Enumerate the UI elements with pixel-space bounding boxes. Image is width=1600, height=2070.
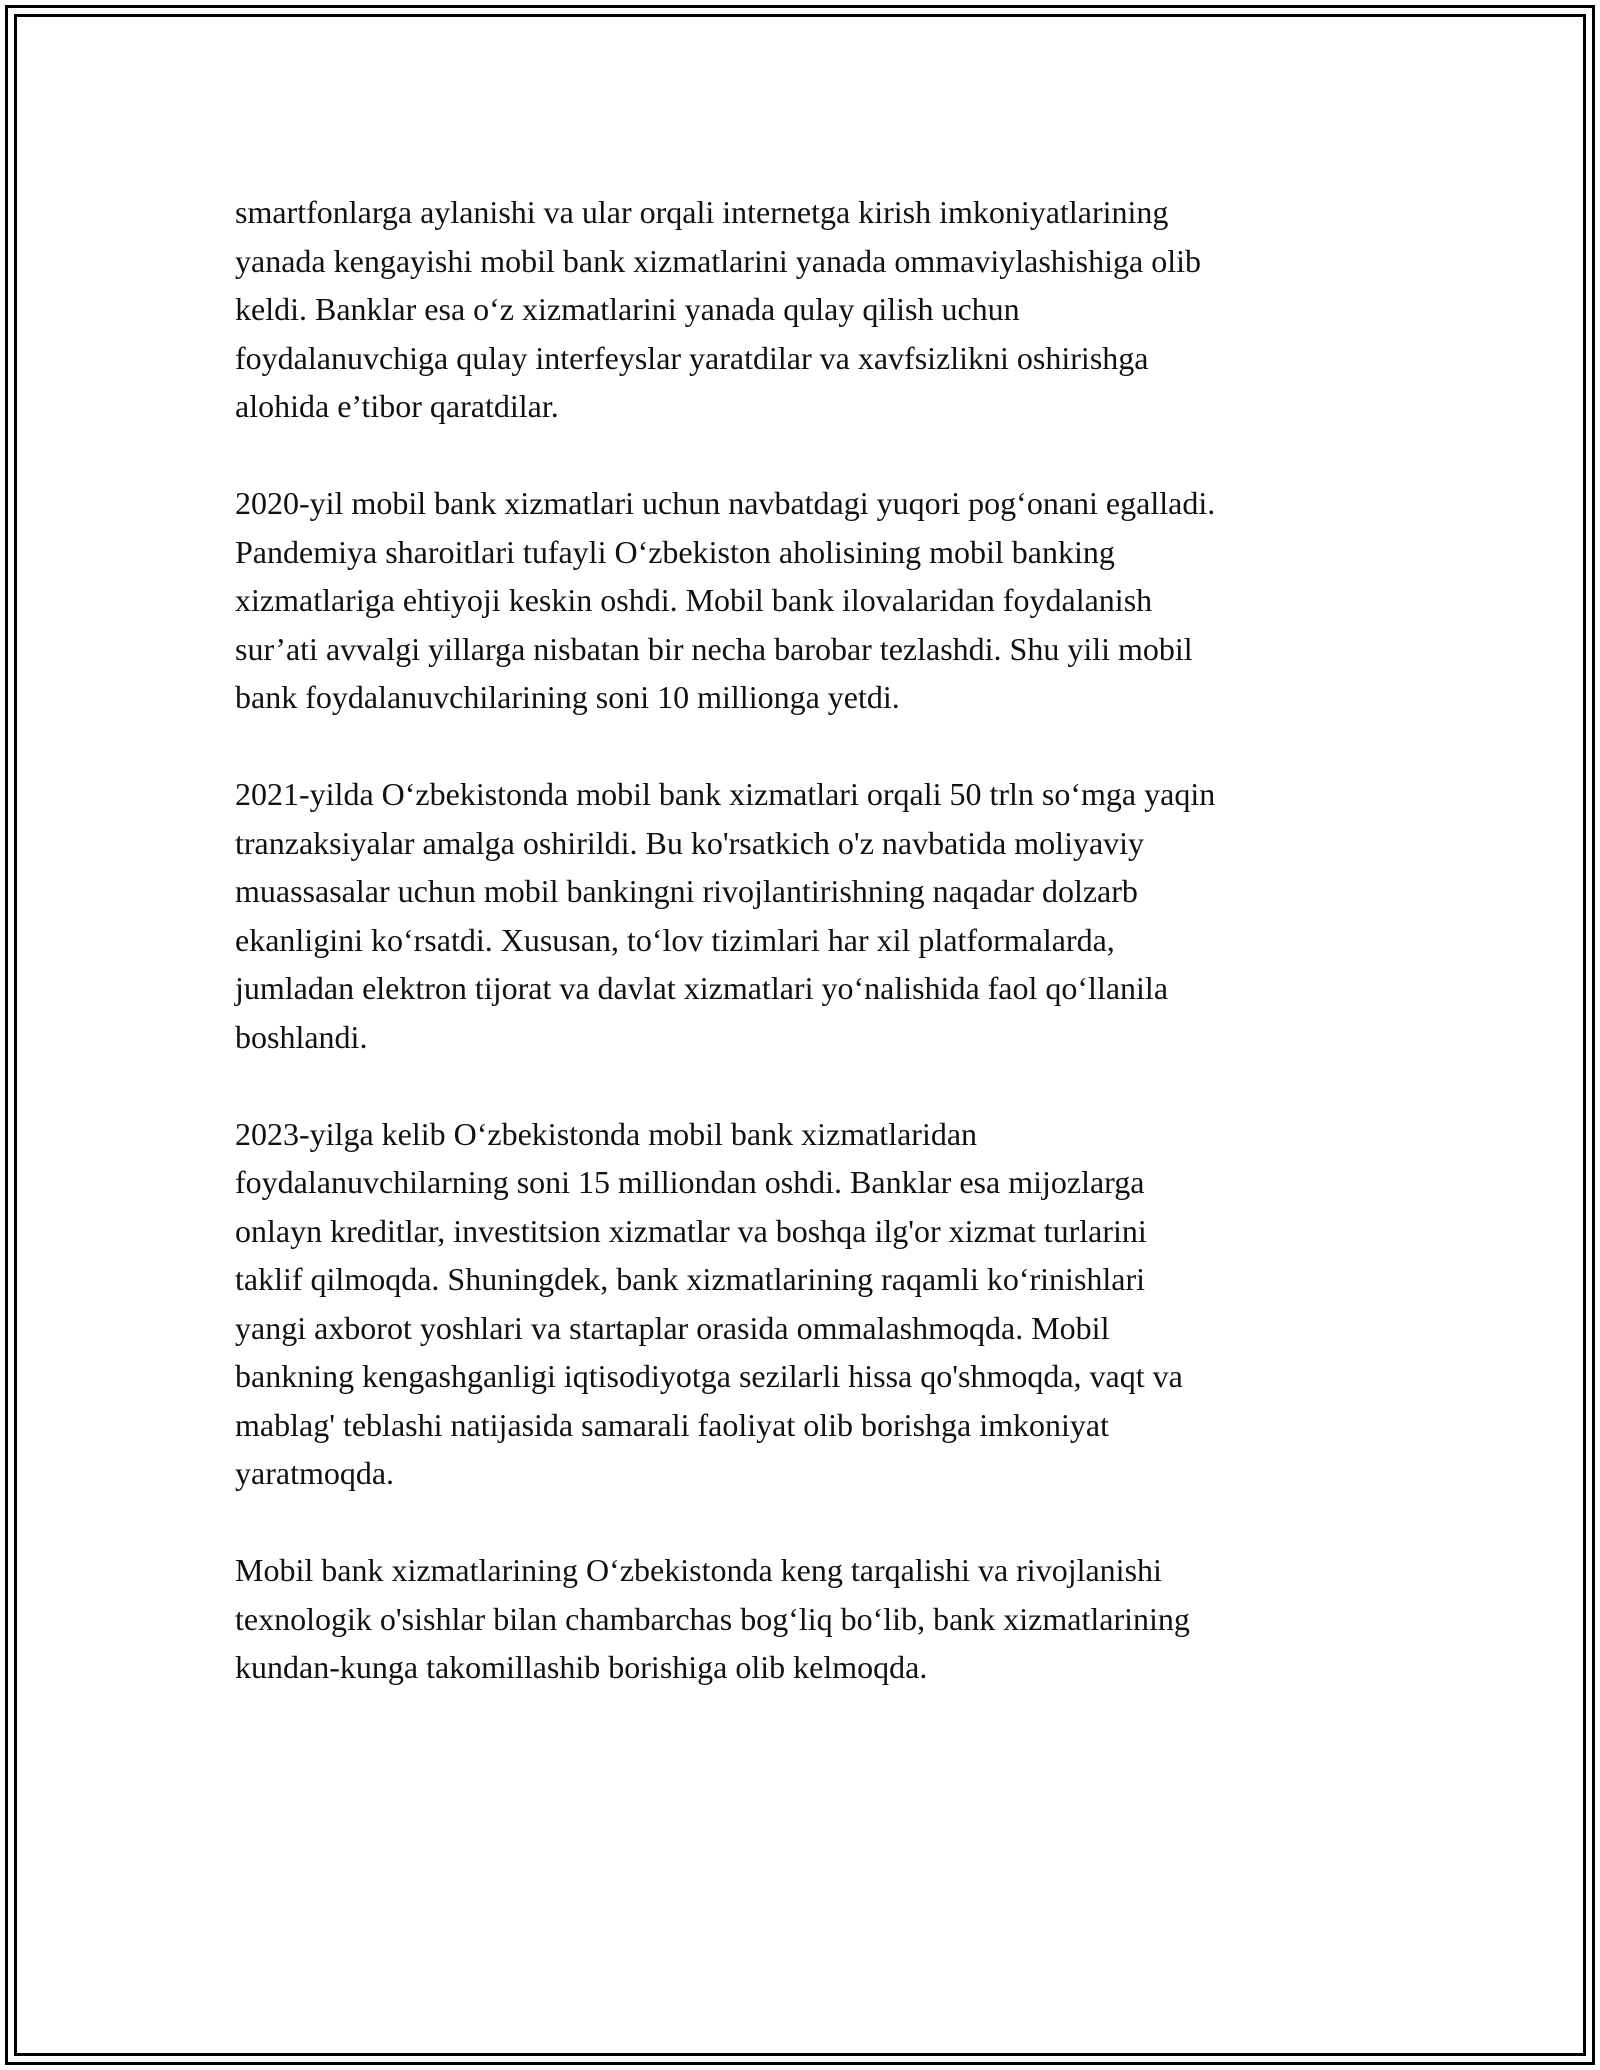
paragraph-2 (235, 479, 1385, 722)
text-line: yanada kengayishi mobil bank xizmatlarini yanada ommaviylashishiga olib (235, 242, 1201, 279)
text-line: smartfonlarga aylanishi va ular orqali internetga kirish imkoniyatlarining (235, 194, 1169, 230)
paragraph-3 (235, 770, 1385, 1061)
paragraph-5 (235, 1546, 1385, 1692)
paragraph-1 (235, 188, 1385, 431)
text-line: 2023-yilga kelib O‘zbekistonda mobil bank xizmatlaridan (235, 1115, 978, 1152)
text-line: foydalanuvchilarning soni 15 milliondan oshdi. Banklar esa mijozlarga (235, 1164, 1145, 1200)
text-line: alohida e’tibor qaratdilar. (235, 388, 559, 424)
text-line: tranzaksiyalar amalga oshirildi. Bu ko'rsatkich o'z navbatida moliyaviy (235, 824, 1145, 861)
document-body (235, 188, 1385, 1740)
text-line: 2021-yilda O‘zbekistonda mobil bank xizmatlari orqali 50 trln so‘mga yaqin (235, 776, 1216, 812)
text-line: taklif qilmoqda. Shuningdek, bank xizmatlarining raqamli ko‘rinishlari (235, 1261, 1146, 1297)
text-line: jumladan elektron tijorat va davlat xizmatlari yo‘nalishida faol qo‘llanila (235, 970, 1169, 1006)
text-line: mablag' teblashi natijasida samarali faoliyat olib borishga imkoniyat (235, 1406, 1109, 1443)
text-line: bank foydalanuvchilarining soni 10 millionga yetdi. (235, 679, 900, 715)
text-line: Pandemiya sharoitlari tufayli O‘zbekiston aholisining mobil banking (235, 533, 1115, 570)
paragraph-4 (235, 1110, 1385, 1498)
text-line: Mobil bank xizmatlarining O‘zbekistonda keng tarqalishi va rivojlanishi (235, 1552, 1162, 1588)
text-line: yaratmoqda. (235, 1455, 395, 1491)
text-line: onlayn kreditlar, investitsion xizmatlar va boshqa ilg'or xizmat turlarini (235, 1212, 1147, 1249)
text-line: keldi. Banklar esa o‘z xizmatlarini yanada qulay qilish uchun (235, 291, 1020, 327)
text-line: bankning kengashganligi iqtisodiyotga sezilarli hissa qo'shmoqda, vaqt va (235, 1358, 1183, 1394)
text-line: sur’ati avvalgi yillarga nisbatan bir necha barobar tezlashdi. Shu yili mobil (235, 630, 1193, 667)
text-line: texnologik o'sishlar bilan chambarchas bog‘liq bo‘lib, bank xizmatlarining (235, 1600, 1190, 1637)
text-line: boshlandi. (235, 1018, 368, 1055)
text-line: 2020-yil mobil bank xizmatlari uchun navbatdagi yuqori pog‘onani egalladi. (235, 485, 1216, 521)
text-line: ekanligini ko‘rsatdi. Xususan, to‘lov tizimlari har xil platformalarda, (235, 921, 1115, 958)
text-line: muassasalar uchun mobil bankingni rivojlantirishning naqadar dolzarb (235, 873, 1138, 909)
text-line: foydalanuvchiga qulay interfeyslar yaratdilar va xavfsizlikni oshirishga (235, 339, 1149, 376)
text-line: xizmatlariga ehtiyoji keskin oshdi. Mobil bank ilovalaridan foydalanish (235, 582, 1153, 618)
text-line: kundan-kunga takomillashib borishiga olib kelmoqda. (235, 1649, 928, 1685)
text-line: yangi axborot yoshlari va startaplar orasida ommalashmoqda. Mobil (235, 1309, 1110, 1346)
